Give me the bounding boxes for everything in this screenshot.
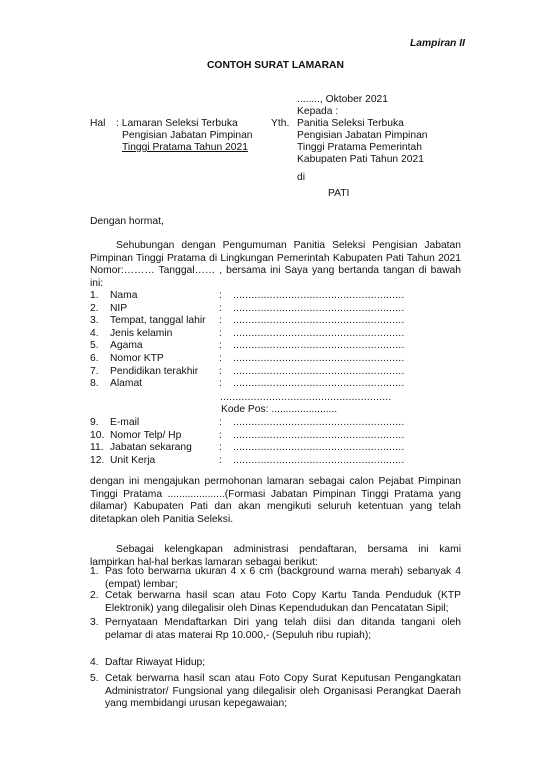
subject-line-3: Tinggi Pratama Tahun 2021	[122, 142, 248, 153]
recipient-city: PATI	[328, 188, 350, 199]
attachment-item: Pas foto berwarna ukuran 4 x 6 cm (background warna merah) sebanyak 4 (empat) lembar;	[105, 566, 461, 590]
field-number: 8.	[90, 378, 99, 390]
subject-line-2: Pengisian Jabatan Pimpinan	[122, 130, 253, 141]
attachment-item: Cetak berwarna hasil scan atau Foto Copy Surat Keputusan Pengangkatan Administrator/ Fungsional yang dilegalisir oleh Organisasi Perangkat Daerah yang membidangi urusan kepegawaian;	[105, 673, 461, 709]
address-extra-placeholder: ........................................................	[220, 391, 392, 403]
field-colon: :	[219, 378, 222, 390]
closing-paragraph: dengan ini mengajukan permohonan lamaran sebagai calon Pejabat Pimpinan Tinggi Pratama ....................(Formasi Jabatan Pimpinan Tinggi Pratama yang dilamar) Kabupaten Pati dan akan mengikuti seluruh ketentuan yang telah ditetapkan oleh Panitia Seleksi.	[90, 476, 461, 525]
field-colon: :	[219, 327, 222, 339]
field-number: 9.	[90, 417, 99, 428]
field-label: Nomor KTP	[110, 353, 164, 364]
intro-paragraph: Sehubungan dengan Pengumuman Panitia Seleksi Pengisian Jabatan Pimpinan Tinggi Pratama di Lingkungan Pemerintah Kabupaten Pati Tahun 2021 Nomor:……… Tanggal…… , bersama ini Saya yang bertanda tangan di bawah ini:	[90, 240, 461, 289]
field-value-placeholder: ........................................................	[233, 378, 405, 390]
attachment-item: Daftar Riwayat Hidup;	[105, 657, 206, 668]
field-number: 7.	[90, 365, 99, 377]
recipient-kepada: Kepada :	[297, 106, 339, 117]
document-title: CONTOH SURAT LAMARAN	[207, 60, 344, 71]
field-label: Nama	[110, 290, 138, 301]
postal-code-placeholder: Kode Pos: .......................	[221, 404, 338, 416]
field-value-placeholder: ........................................................	[233, 290, 405, 301]
attachment-item: Pernyataan Mendaftarkan Diri yang telah diisi dan ditanda tangani oleh pelamar di atas materai Rp 10.000,- (Sepuluh ribu rupiah);	[105, 617, 461, 641]
field-label: E-mail	[110, 417, 140, 428]
field-colon: :	[219, 454, 222, 466]
subject-label: Hal	[90, 118, 106, 129]
field-colon: :	[219, 442, 222, 454]
field-label: Nomor Telp/ Hp	[110, 429, 182, 441]
field-value-placeholder: ........................................................	[233, 429, 405, 441]
field-label: Agama	[110, 340, 143, 352]
attachment-number: 5.	[90, 673, 99, 684]
attachment-item: Cetak berwarna hasil scan atau Foto Copy Kartu Tanda Penduduk (KTP Elektronik) yang dilegalisir oleh Dinas Kependudukan dan Pencatatan Sipil;	[105, 590, 461, 614]
recipient-line-2: Pengisian Jabatan Pimpinan	[297, 130, 428, 141]
field-colon: :	[219, 429, 222, 441]
field-colon: :	[219, 302, 222, 314]
attachment-number: 4.	[90, 657, 99, 668]
field-label: Unit Kerja	[110, 454, 156, 466]
salutation: Dengan hormat,	[90, 216, 164, 227]
field-value-placeholder: ........................................................	[233, 442, 405, 454]
attachment-number: 3.	[90, 617, 99, 628]
field-number: 5.	[90, 340, 99, 352]
field-label: Pendidikan terakhir	[110, 365, 199, 377]
field-value-placeholder: ........................................................	[233, 353, 405, 364]
attachment-number: 2.	[90, 590, 99, 601]
field-colon: :	[219, 417, 222, 428]
recipient-di: di	[297, 172, 306, 183]
subject-line-1: : Lamaran Seleksi Terbuka	[116, 118, 238, 129]
field-number: 6.	[90, 353, 99, 364]
field-label: NIP	[110, 302, 128, 314]
field-number: 2.	[90, 302, 99, 314]
letter-date: ........, Oktober 2021	[297, 94, 389, 105]
field-label: Alamat	[110, 378, 143, 390]
field-value-placeholder: ........................................................	[233, 340, 405, 352]
field-number: 3.	[90, 315, 99, 327]
field-colon: :	[219, 290, 222, 301]
field-colon: :	[219, 365, 222, 377]
field-value-placeholder: ........................................................	[233, 365, 405, 377]
recipient-line-3: Tinggi Pratama Pemerintah	[297, 142, 422, 153]
attachments-intro: Sebagai kelengkapan administrasi pendaftaran, bersama ini kami lampirkan hal-hal berkas lamaran sebagai berikut:	[90, 544, 461, 568]
field-number: 10.	[90, 429, 105, 441]
field-colon: :	[219, 353, 222, 364]
attachment-number: 1.	[90, 566, 99, 577]
recipient-line-4: Kabupaten Pati Tahun 2021	[297, 154, 424, 165]
field-label: Jenis kelamin	[110, 327, 173, 339]
yth-label: Yth.	[271, 118, 290, 129]
field-number: 1.	[90, 290, 99, 301]
field-colon: :	[219, 315, 222, 327]
attachment-label: Lampiran II	[410, 38, 465, 49]
field-value-placeholder: ........................................................	[233, 315, 405, 327]
field-colon: :	[219, 340, 222, 352]
field-number: 12.	[90, 454, 105, 466]
field-label: Jabatan sekarang	[110, 442, 192, 454]
field-value-placeholder: ........................................................	[233, 417, 405, 428]
field-value-placeholder: ........................................................	[233, 454, 405, 466]
field-number: 4.	[90, 327, 99, 339]
recipient-line-1: Panitia Seleksi Terbuka	[297, 118, 404, 129]
field-value-placeholder: ........................................................	[233, 327, 405, 339]
field-label: Tempat, tanggal lahir	[110, 315, 206, 327]
field-value-placeholder: ........................................................	[233, 302, 405, 314]
field-number: 11.	[90, 442, 104, 454]
